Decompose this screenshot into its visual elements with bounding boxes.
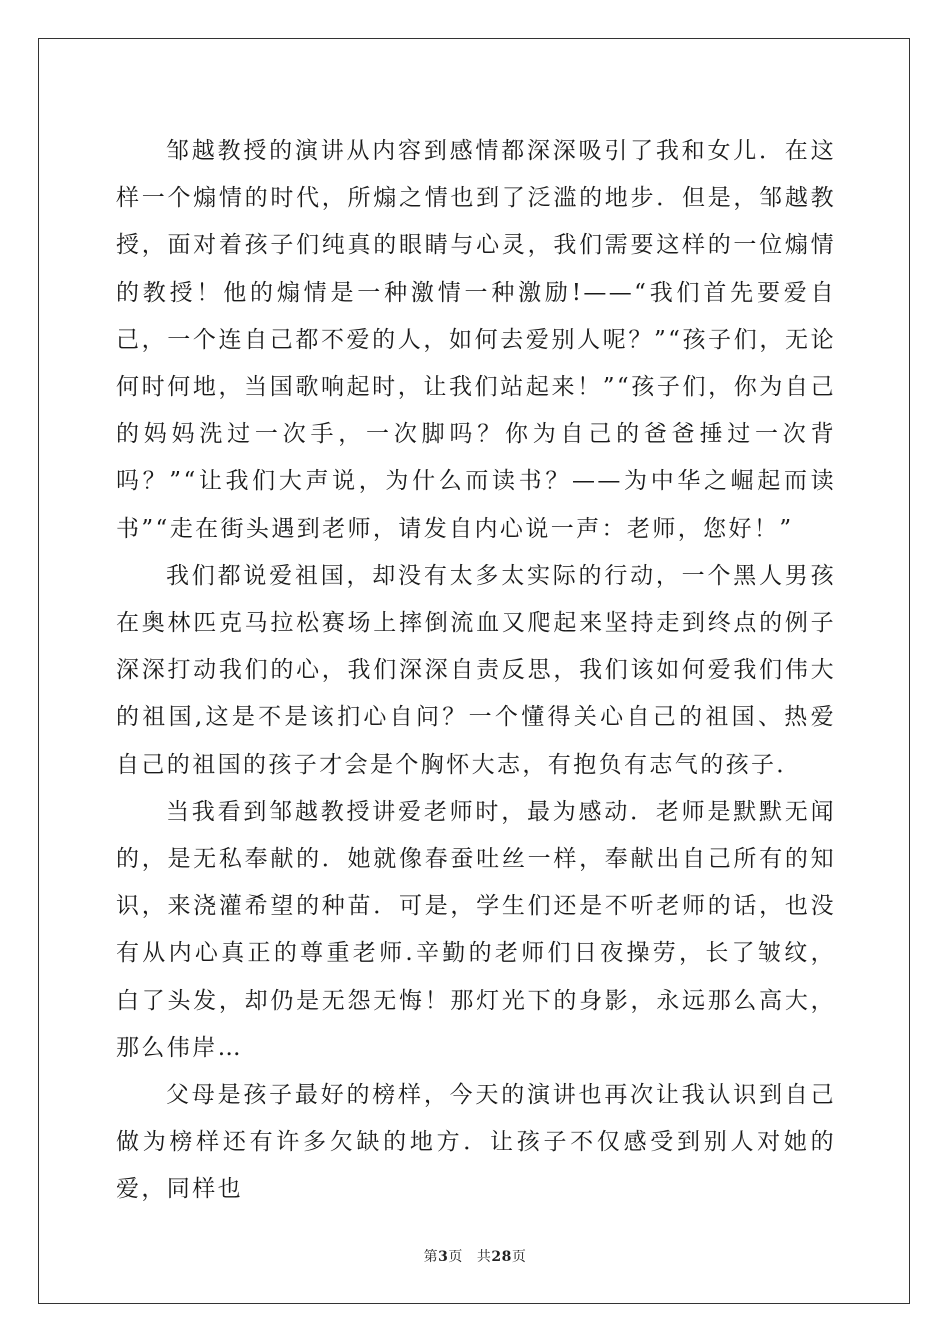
paragraph: 邹越教授的演讲从内容到感情都深深吸引了我和女儿．在这样一个煽情的时代，所煽之情也到了泛滥的地步．但是，邹越教授，面对着孩子们纯真的眼睛与心灵，我们需要这样的一位煽情的教授！他的煽情是一种激情一种激励!——“我们首先要爱自己，一个连自己都不爱的人，如何去爱别人呢？”“孩子们，无论何时何地，当国歌响起时，让我们站起来！”“孩子们，你为自己的妈妈洗过一次手，一次脚吗？你为自己的爸爸捶过一次背吗？”“让我们大声说，为什么而读书？——为中华之崛起而读书”“走在街头遇到老师，请发自内心说一声：老师，您好！” bbox=[116, 138, 836, 542]
document-body bbox=[116, 128, 836, 1214]
total-prefix: 共 bbox=[476, 1249, 492, 1265]
total-page-count: 28 bbox=[491, 1249, 512, 1265]
paragraph: 我们都说爱祖国，却没有太多太实际的行动，一个黑人男孩在奥林匹克马拉松赛场上摔倒流血又爬起来坚持走到终点的例子深深打动我们的心，我们深深自责反思，我们该如何爱我们伟大的祖国,这是不是该扪心自问？一个懂得关心自己的祖国、热爱自己的祖国的孩子才会是个胸怀大志，有抱负有志气的孩子． bbox=[116, 562, 836, 778]
total-suffix: 页 bbox=[511, 1249, 527, 1265]
current-page-number: 3 bbox=[438, 1249, 449, 1265]
page-prefix: 第 bbox=[423, 1249, 439, 1265]
paragraph: 父母是孩子最好的榜样，今天的演讲也再次让我认识到自己做为榜样还有许多欠缺的地方．让孩子不仅感受到别人对她的爱，同样也 bbox=[116, 1082, 836, 1203]
page-suffix: 页 bbox=[448, 1249, 463, 1265]
page-footer bbox=[0, 1246, 950, 1266]
paragraph: 当我看到邹越教授讲爱老师时，最为感动．老师是默默无闻的，是无私奉献的．她就像春蚕吐丝一样，奉献出自己所有的知识，来浇灌希望的种苗．可是，学生们还是不听老师的话，也没有从内心真正的尊重老师.辛勤的老师们日夜操劳，长了皱纹，白了头发，却仍是无怨无悔！那灯光下的身影，永远那么高大，那么伟岸… bbox=[116, 798, 836, 1061]
